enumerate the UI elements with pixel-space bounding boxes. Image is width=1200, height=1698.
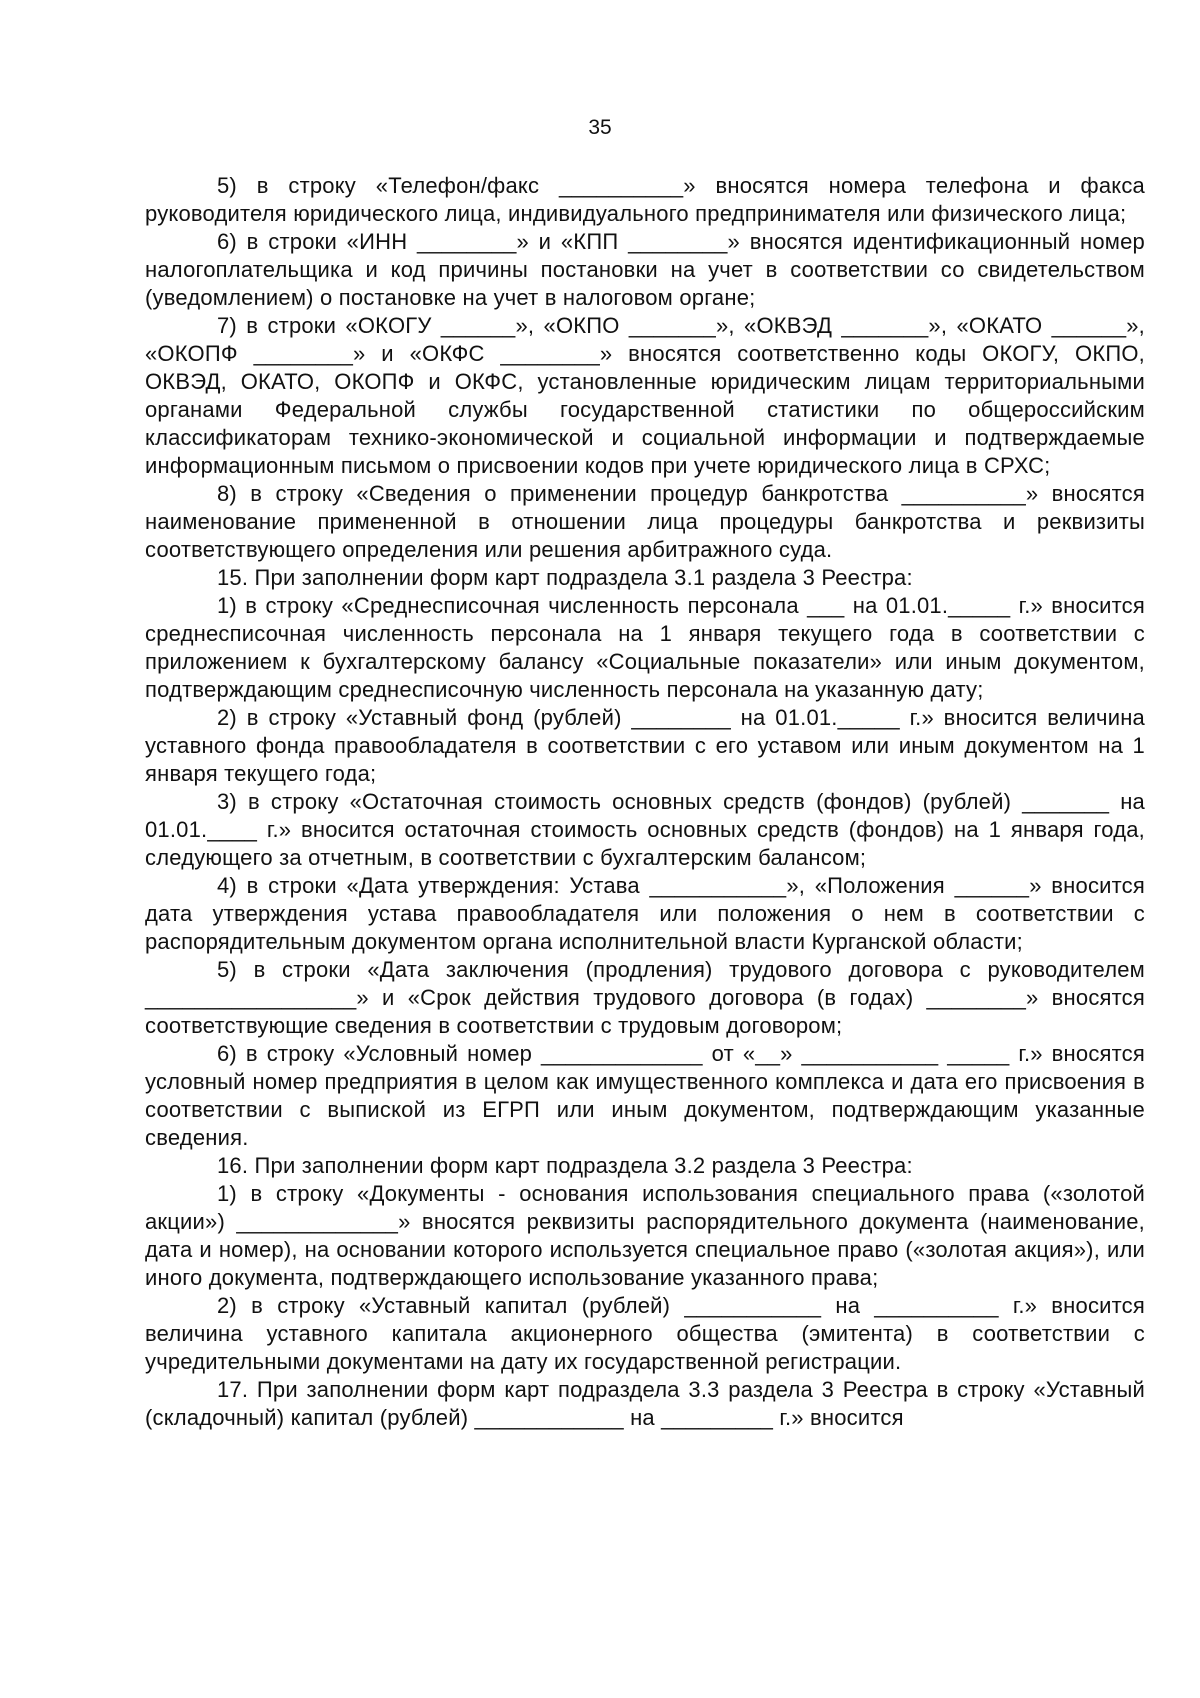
paragraph-item-5-phone: 5) в строку «Телефон/факс __________» вносятся номера телефона и факса руководителя юридического лица, индивидуального предпринимателя или физического лица; bbox=[145, 173, 1145, 226]
paragraph-15-item-5: 5) в строки «Дата заключения (продления) трудового договора с руководителем _________________» и «Срок действия трудового договора (в годах) ________» вносятся соответствующие сведения в соответствии с трудовым договором; bbox=[145, 957, 1145, 1038]
paragraph-section-15: 15. При заполнении форм карт подраздела 3.1 раздела 3 Реестра: bbox=[217, 565, 913, 590]
paragraph-section-17: 17. При заполнении форм карт подраздела 3.3 раздела 3 Реестра в строку «Уставный (складочный) капитал (рублей) ____________ на _________ г.» вносится bbox=[145, 1377, 1145, 1430]
page-number: 35 bbox=[588, 116, 612, 139]
paragraph-16-item-1: 1) в строку «Документы - основания использования специального права («золотой акции») _____________» вносятся реквизиты распорядительного документа (наименование, дата и номер), на основании которого используется специальное право («золотая акция»), или иного документа, подтверждающего использование указанного права; bbox=[145, 1181, 1145, 1290]
paragraph-15-item-6: 6) в строку «Условный номер _____________ от «__» ___________ _____ г.» вносятся условный номер предприятия в целом как имущественного комплекса и дата его присвоения в соответствии с выпиской из ЕГРП или иным документом, подтверждающим указанные сведения. bbox=[145, 1041, 1145, 1150]
paragraph-item-6-inn: 6) в строки «ИНН ________» и «КПП ________» вносятся идентификационный номер налогоплательщика и код причины постановки на учет в соответствии со свидетельством (уведомлением) о постановке на учет в налоговом органе; bbox=[145, 229, 1145, 310]
paragraph-15-item-3: 3) в строку «Остаточная стоимость основных средств (фондов) (рублей) _______ на 01.01.____ г.» вносится остаточная стоимость основных средств (фондов) на 1 января года, следующего за отчетным, в соответствии с бухгалтерским балансом; bbox=[145, 789, 1145, 870]
paragraph-15-item-2: 2) в строку «Уставный фонд (рублей) ________ на 01.01._____ г.» вносится величина уставного фонда правообладателя в соответствии с его уставом или иным документом на 1 января текущего года; bbox=[145, 705, 1145, 786]
paragraph-item-7-codes: 7) в строки «ОКОГУ ______», «ОКПО _______», «ОКВЭД _______», «ОКАТО ______», «ОКОПФ ________» и «ОКФС ________» вносятся соответственно коды ОКОГУ, ОКПО, ОКВЭД, ОКАТО, ОКОПФ и ОКФС, установленные юридическим лицам территориальными органами Федеральной службы государственной статистики по общероссийским классификаторам технико-экономической и социальной информации и подтверждаемые информационным письмом о присвоении кодов при учете юридического лица в СРХС; bbox=[145, 313, 1145, 478]
paragraph-15-item-1: 1) в строку «Среднесписочная численность персонала ___ на 01.01._____ г.» вносится среднесписочная численность персонала на 1 января текущего года в соответствии с приложением к бухгалтерскому балансу «Социальные показатели» или иным документом, подтверждающим среднесписочную численность персонала на указанную дату; bbox=[145, 593, 1145, 702]
paragraph-15-item-4: 4) в строки «Дата утверждения: Устава ___________», «Положения ______» вносится дата утверждения устава правообладателя или положения о нем в соответствии с распорядительным документом органа исполнительной власти Курганской области; bbox=[145, 873, 1145, 954]
paragraph-16-item-2: 2) в строку «Уставный капитал (рублей) ___________ на __________ г.» вносится величина уставного капитала акционерного общества (эмитента) в соответствии с учредительными документами на дату их государственной регистрации. bbox=[145, 1293, 1145, 1374]
document-body bbox=[145, 172, 1145, 1432]
paragraph-item-8-bankruptcy: 8) в строку «Сведения о применении процедур банкротства __________» вносятся наименование примененной в отношении лица процедуры банкротства и реквизиты соответствующего определения или решения арбитражного суда. bbox=[145, 481, 1145, 562]
paragraph-section-16: 16. При заполнении форм карт подраздела 3.2 раздела 3 Реестра: bbox=[217, 1153, 913, 1178]
